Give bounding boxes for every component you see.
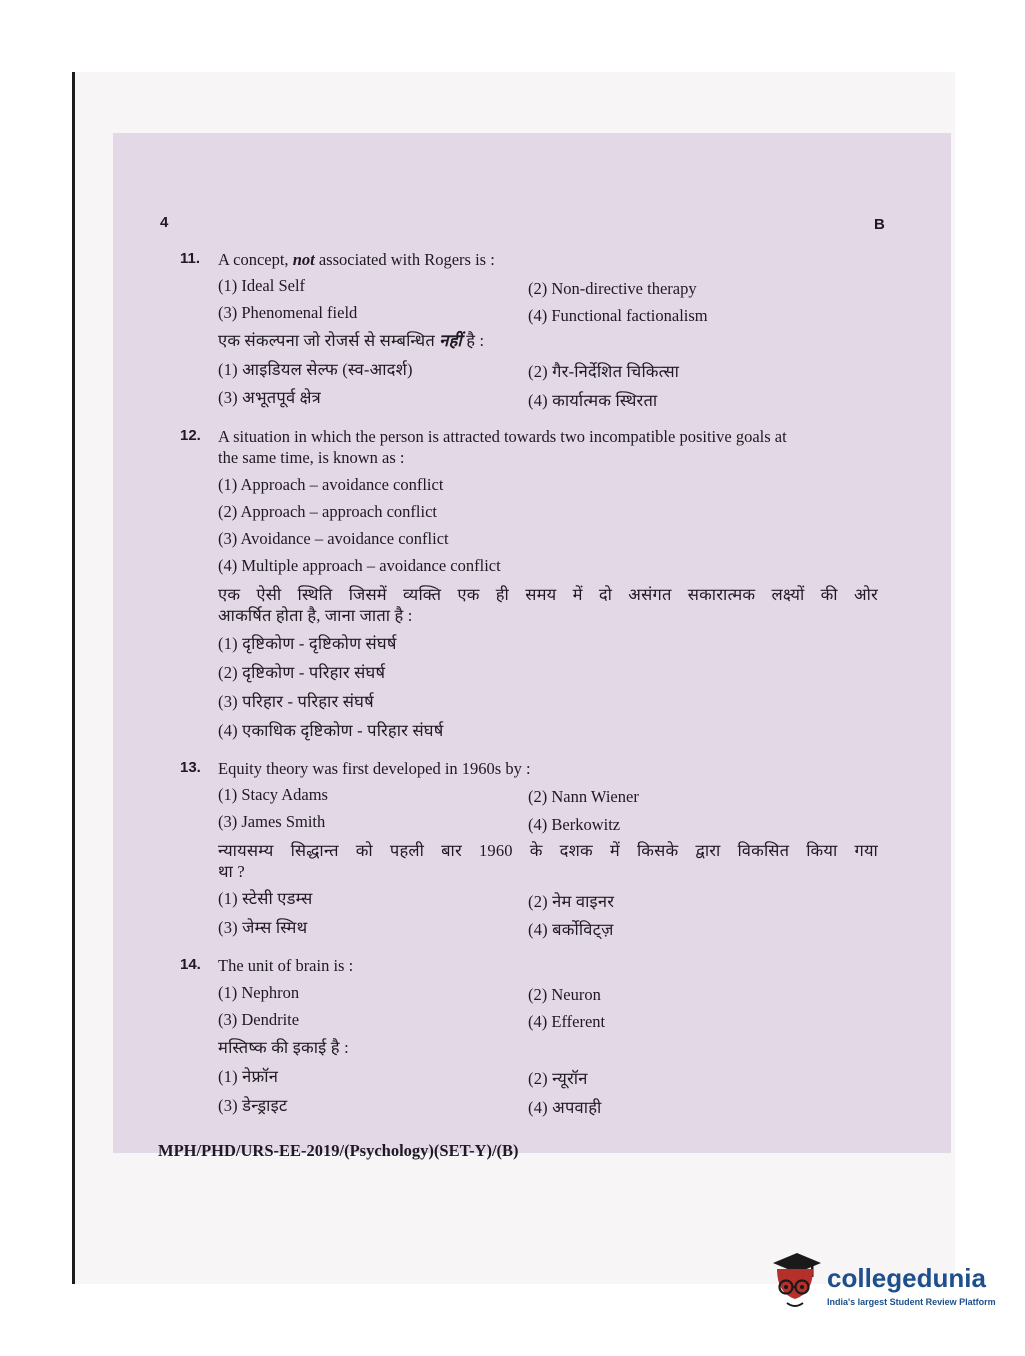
logo-wordmark: collegedunia xyxy=(827,1263,986,1293)
option-hi-1: (1) दृष्टिकोण - दृष्टिकोण संघर्ष xyxy=(218,634,397,653)
question-stem-hi: मस्तिष्क की इकाई है : xyxy=(218,1038,349,1057)
question-stem-hi-line-1: एक ऐसी स्थिति जिसमें व्यक्ति एक ही समय में दो असंगत सकारात्मक लक्ष्यों की ओर xyxy=(218,585,878,604)
question-stem-hi-line-2: आकर्षित होता है, जाना जाता है : xyxy=(218,606,413,625)
paper-code-footer: MPH/PHD/URS-EE-2019/(Psychology)(SET-Y)/(B) xyxy=(158,1141,519,1160)
option-hi-3: (3) डेन्ड्राइट xyxy=(218,1096,288,1115)
option-hi-4: (4) एकाधिक दृष्टिकोण - परिहार संघर्ष xyxy=(218,721,444,740)
option-en-4: (4) Functional factionalism xyxy=(528,306,708,325)
option-en-4: (4) Efferent xyxy=(528,1012,606,1031)
option-hi-2: (2) गैर-निर्देशित चिकित्सा xyxy=(528,362,680,381)
student-mascot-icon xyxy=(767,1249,823,1315)
option-en-1: (1) Ideal Self xyxy=(218,276,306,295)
question-number: 14. xyxy=(180,956,201,973)
option-en-4: (4) Berkowitz xyxy=(528,815,621,834)
option-hi-2: (2) न्यूरॉन xyxy=(528,1069,588,1088)
option-en-2: (2) Non-directive therapy xyxy=(528,279,697,298)
option-hi-3: (3) जेम्स स्मिथ xyxy=(218,918,308,937)
option-en-1: (1) Stacy Adams xyxy=(218,785,328,804)
option-en-2: (2) Approach – approach conflict xyxy=(218,502,437,521)
option-en-3: (3) James Smith xyxy=(218,812,326,831)
option-en-3: (3) Dendrite xyxy=(218,1010,300,1029)
question-stem-en: The unit of brain is : xyxy=(218,956,354,975)
question-stem-en-line-2: the same time, is known as : xyxy=(218,448,405,467)
question-number: 13. xyxy=(180,759,201,776)
option-en-2: (2) Neuron xyxy=(528,985,601,1004)
logo-tagline: India's largest Student Review Platform xyxy=(827,1297,996,1307)
question-stem-hi-line-1: न्यायसम्य सिद्धान्त को पहली बार 1960 के दशक में किसके द्वारा विकसित किया गया xyxy=(218,841,878,860)
set-code: B xyxy=(874,216,885,233)
question-stem-en: Equity theory was first developed in 1960s by : xyxy=(218,759,531,778)
question-stem-en: A concept, not associated with Rogers is : xyxy=(218,250,495,269)
option-hi-3: (3) अभूतपूर्व क्षेत्र xyxy=(218,388,321,407)
option-en-1: (1) Approach – avoidance conflict xyxy=(218,475,444,494)
option-en-1: (1) Nephron xyxy=(218,983,300,1002)
option-en-3: (3) Phenomenal field xyxy=(218,303,358,322)
question-stem-en-line-1: A situation in which the person is attracted towards two incompatible positive goals at xyxy=(218,427,787,446)
option-hi-2: (2) नेम वाइनर xyxy=(528,892,615,911)
question-number: 12. xyxy=(180,427,201,444)
option-hi-1: (1) आइडियल सेल्फ (स्व-आदर्श) xyxy=(218,360,413,379)
option-hi-1: (1) स्टेसी एडम्स xyxy=(218,889,313,908)
option-hi-1: (1) नेफ्रॉन xyxy=(218,1067,279,1086)
option-hi-3: (3) परिहार - परिहार संघर्ष xyxy=(218,692,374,711)
question-stem-hi-line-2: था ? xyxy=(218,862,245,881)
option-en-4: (4) Multiple approach – avoidance conflict xyxy=(218,556,501,575)
question-number: 11. xyxy=(180,250,201,267)
option-hi-4: (4) अपवाही xyxy=(528,1098,602,1117)
page-number: 4 xyxy=(160,214,169,231)
question-stem-hi: एक संकल्पना जो रोजर्स से सम्बन्धित नहीं है : xyxy=(218,331,485,350)
option-en-2: (2) Nann Wiener xyxy=(528,787,639,806)
option-hi-4: (4) बर्कोविट्ज़ xyxy=(528,920,614,939)
option-hi-4: (4) कार्यात्मक स्थिरता xyxy=(528,391,658,410)
option-hi-2: (2) दृष्टिकोण - परिहार संघर्ष xyxy=(218,663,386,682)
collegedunia-logo[interactable] xyxy=(767,1249,997,1319)
option-en-3: (3) Avoidance – avoidance conflict xyxy=(218,529,449,548)
